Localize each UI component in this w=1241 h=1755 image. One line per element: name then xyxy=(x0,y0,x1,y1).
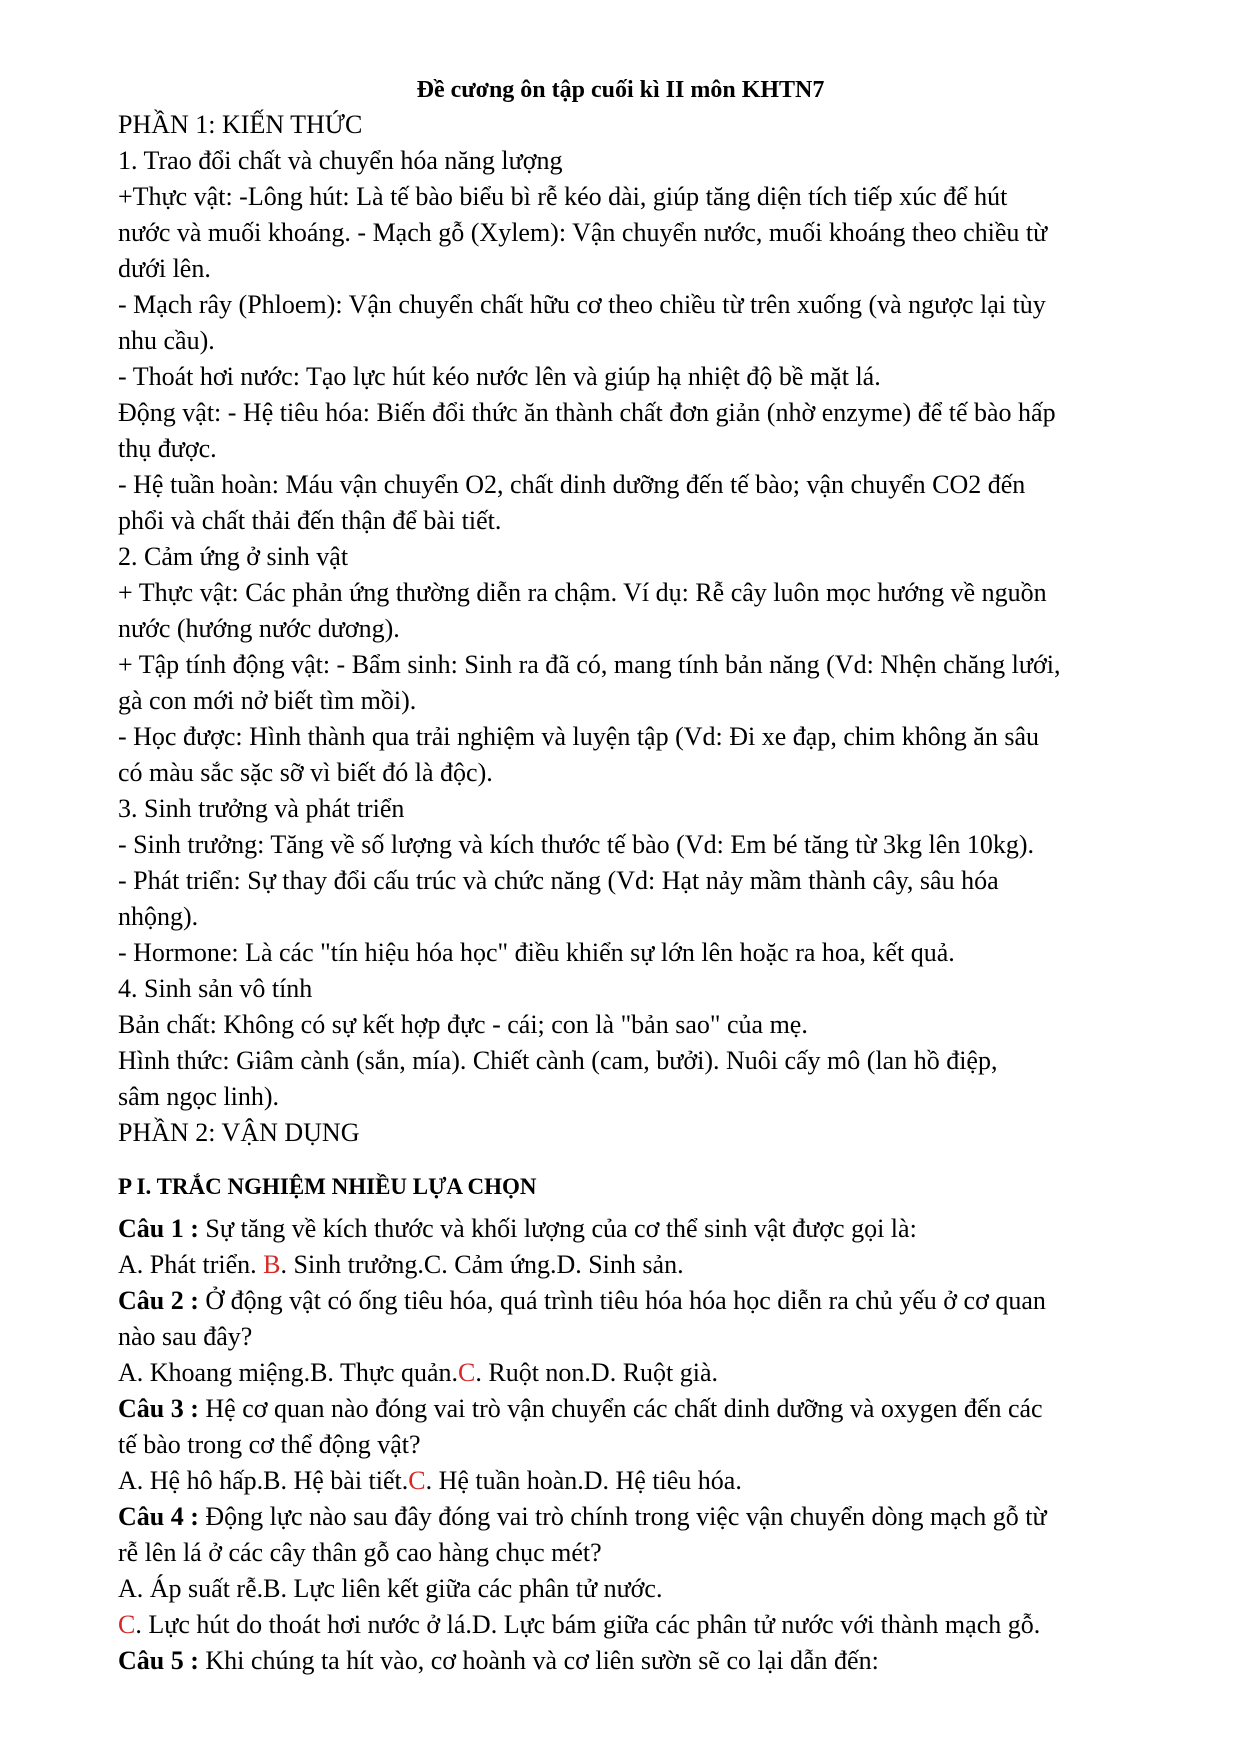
text-line: 3. Sinh trưởng và phát triển xyxy=(118,794,405,823)
correct-answer-letter: C xyxy=(458,1358,476,1387)
question-line xyxy=(118,1391,1188,1427)
question-line xyxy=(118,1643,1188,1679)
correct-answer-letter: B xyxy=(263,1250,281,1279)
question-text: Khi chúng ta hít vào, cơ hoành và cơ liên sườn sẽ co lại dẫn đến: xyxy=(198,1646,879,1675)
answer-text: A. Hệ hô hấp.B. Hệ bài tiết. xyxy=(118,1466,409,1495)
text-line: - Hệ tuần hoàn: Máu vận chuyển O2, chất dinh dưỡng đến tế bào; vận chuyển CO2 đến xyxy=(118,470,1026,499)
text-line: +Thực vật: -Lông hút: Là tế bào biểu bì rễ kéo dài, giúp tăng diện tích tiếp xúc để hút xyxy=(118,182,1008,211)
text-line: nhộng). xyxy=(118,902,199,931)
answer-options xyxy=(118,1571,1188,1607)
question-item xyxy=(118,1391,1188,1499)
correct-answer-letter: C xyxy=(118,1610,136,1639)
text-line: có màu sắc sặc sỡ vì biết đó là độc). xyxy=(118,758,493,787)
text-line: Hình thức: Giâm cành (sắn, mía). Chiết cành (cam, bưởi). Nuôi cấy mô (lan hồ điệp, xyxy=(118,1046,998,1075)
part1-heading: PHẦN 1: KIẾN THỨC xyxy=(118,110,363,139)
text-line: - Phát triển: Sự thay đổi cấu trúc và chức năng (Vd: Hạt nảy mầm thành cây, sâu hóa xyxy=(118,866,999,895)
question-list xyxy=(118,1211,1188,1679)
text-line: - Thoát hơi nước: Tạo lực hút kéo nước lên và giúp hạ nhiệt độ bề mặt lá. xyxy=(118,362,881,391)
text-line: nhu cầu). xyxy=(118,326,215,355)
question-line xyxy=(118,1319,1188,1355)
text-line: phổi và chất thải đến thận để bài tiết. xyxy=(118,506,502,535)
text-line: Bản chất: Không có sự kết hợp đực - cái; con là "bản sao" của mẹ. xyxy=(118,1010,808,1039)
document-body xyxy=(118,107,1188,1679)
text-line: 4. Sinh sản vô tính xyxy=(118,974,313,1003)
question-text: Sự tăng về kích thước và khối lượng của cơ thể sinh vật được gọi là: xyxy=(198,1214,917,1243)
answer-text: . Ruột non.D. Ruột già. xyxy=(475,1358,719,1387)
question-line xyxy=(118,1499,1188,1535)
question-label: Câu 5 : xyxy=(118,1646,199,1675)
text-line: dưới lên. xyxy=(118,254,211,283)
question-text: Ở động vật có ống tiêu hóa, quá trình tiêu hóa hóa học diễn ra chủ yếu ở cơ quan xyxy=(198,1286,1046,1315)
question-line xyxy=(118,1211,1188,1247)
text-line: sâm ngọc linh). xyxy=(118,1082,280,1111)
text-line: + Thực vật: Các phản ứng thường diễn ra chậm. Ví dụ: Rễ cây luôn mọc hướng về nguồn xyxy=(118,578,1047,607)
question-line xyxy=(118,1283,1188,1319)
question-item xyxy=(118,1283,1188,1391)
part2-heading: PHẦN 2: VẬN DỤNG xyxy=(118,1118,360,1147)
answer-options xyxy=(118,1607,1188,1643)
text-line: - Học được: Hình thành qua trải nghiệm và luyện tập (Vd: Đi xe đạp, chim không ăn sâu xyxy=(118,722,1040,751)
question-label: Câu 4 : xyxy=(118,1502,199,1531)
question-label: Câu 2 : xyxy=(118,1286,199,1315)
text-line: - Mạch rây (Phloem): Vận chuyển chất hữu cơ theo chiều từ trên xuống (và ngược lại tùy xyxy=(118,290,1046,319)
text-line: Động vật: - Hệ tiêu hóa: Biến đổi thức ăn thành chất đơn giản (nhờ enzyme) để tế bào hấp xyxy=(118,398,1056,427)
answer-options xyxy=(118,1463,1188,1499)
text-line: nước và muối khoáng. - Mạch gỗ (Xylem): Vận chuyển nước, muối khoáng theo chiều từ xyxy=(118,218,1048,247)
question-text: Hệ cơ quan nào đóng vai trò vận chuyển các chất dinh dưỡng và oxygen đến các xyxy=(198,1394,1043,1423)
question-text: Động lực nào sau đây đóng vai trò chính trong việc vận chuyển dòng mạch gỗ từ xyxy=(198,1502,1047,1531)
question-item xyxy=(118,1643,1188,1679)
answer-text: . Hệ tuần hoàn.D. Hệ tiêu hóa. xyxy=(425,1466,742,1495)
text-line: thụ được. xyxy=(118,434,217,463)
question-label: Câu 3 : xyxy=(118,1394,199,1423)
question-line xyxy=(118,1535,1188,1571)
question-line xyxy=(118,1427,1188,1463)
text-line: gà con mới nở biết tìm mồi). xyxy=(118,686,417,715)
text-line: - Hormone: Là các "tín hiệu hóa học" điều khiển sự lớn lên hoặc ra hoa, kết quả. xyxy=(118,938,955,967)
answer-text: A. Khoang miệng.B. Thực quản. xyxy=(118,1358,459,1387)
text-line: 2. Cảm ứng ở sinh vật xyxy=(118,542,349,571)
text-line: - Sinh trưởng: Tăng về số lượng và kích thước tế bào (Vd: Em bé tăng từ 3kg lên 10kg). xyxy=(118,830,1034,859)
answer-text: A. Phát triển. xyxy=(118,1250,264,1279)
answer-text: A. Áp suất rễ.B. Lực liên kết giữa các phân tử nước. xyxy=(118,1574,663,1603)
part1-content xyxy=(118,143,1188,1115)
correct-answer-letter: C xyxy=(408,1466,426,1495)
answer-options xyxy=(118,1247,1188,1283)
question-item xyxy=(118,1211,1188,1283)
answer-options xyxy=(118,1355,1188,1391)
text-line: + Tập tính động vật: - Bẩm sinh: Sinh ra đã có, mang tính bản năng (Vd: Nhện chăng lưới, xyxy=(118,650,1061,679)
document-title: Đề cương ôn tập cuối kì II môn KHTN7 xyxy=(416,77,825,103)
question-text: tế bào trong cơ thể động vật? xyxy=(118,1430,421,1459)
question-text: rễ lên lá ở các cây thân gỗ cao hàng chục mét? xyxy=(118,1538,602,1567)
question-item xyxy=(118,1499,1188,1643)
text-line: 1. Trao đổi chất và chuyển hóa năng lượng xyxy=(118,146,563,175)
section-heading: P I. TRẮC NGHIỆM NHIỀU LỰA CHỌN xyxy=(118,1174,537,1199)
text-line: nước (hướng nước dương). xyxy=(118,614,400,643)
question-label: Câu 1 : xyxy=(118,1214,199,1243)
answer-text: . Sinh trưởng.C. Cảm ứng.D. Sinh sản. xyxy=(280,1250,684,1279)
question-text: nào sau đây? xyxy=(118,1322,253,1351)
answer-text: . Lực hút do thoát hơi nước ở lá.D. Lực bám giữa các phân tử nước với thành mạch gỗ. xyxy=(135,1610,1041,1639)
